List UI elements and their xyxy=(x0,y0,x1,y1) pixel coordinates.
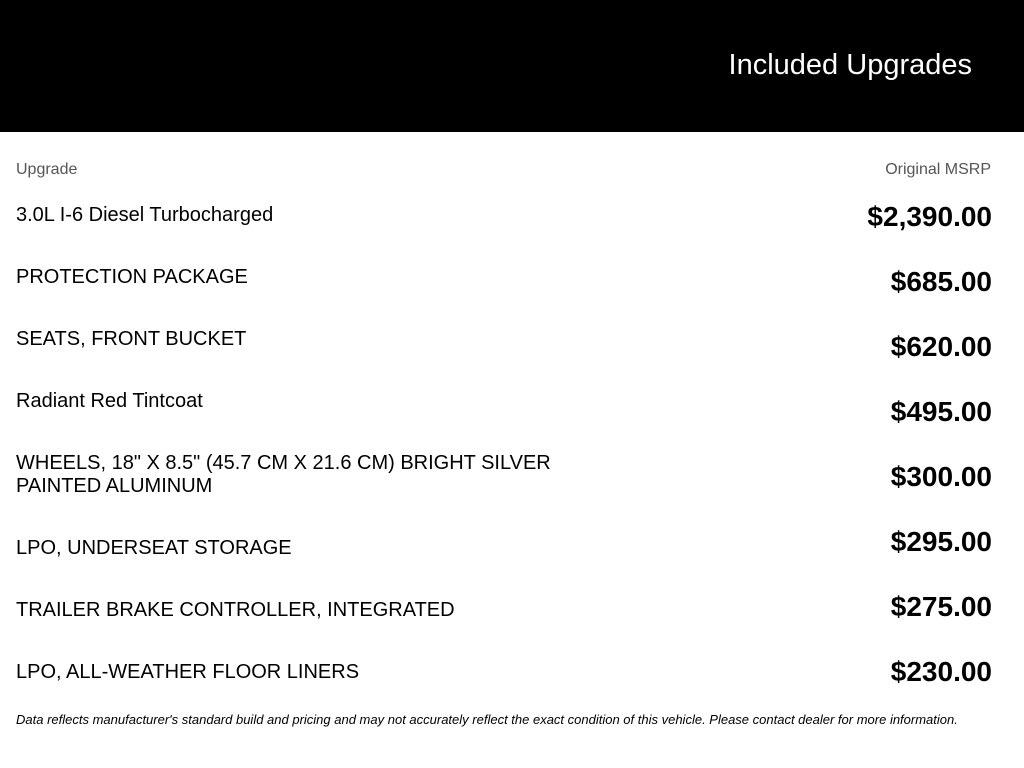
upgrade-name: TRAILER BRAKE CONTROLLER, INTEGRATED xyxy=(16,599,455,621)
upgrade-name: SEATS, FRONT BUCKET xyxy=(16,328,247,350)
upgrade-name: 3.0L I-6 Diesel Turbocharged xyxy=(16,204,274,226)
disclaimer-footnote: Data reflects manufacturer's standard build and pricing and may not accurately reflect the exact condition of this vehicle. Please contact dealer for more information. xyxy=(16,712,958,727)
upgrade-name: WHEELS, 18" X 8.5" (45.7 CM X 21.6 CM) BRIGHT SILVER PAINTED ALUMINUM xyxy=(16,452,551,497)
upgrade-name: Radiant Red Tintcoat xyxy=(16,390,203,412)
upgrade-name: LPO, ALL-WEATHER FLOOR LINERS xyxy=(16,661,360,683)
page-title: Included Upgrades xyxy=(728,49,972,81)
header-banner xyxy=(0,0,1024,132)
upgrade-price: $620.00 xyxy=(890,331,992,362)
upgrade-name: LPO, UNDERSEAT STORAGE xyxy=(16,537,292,559)
upgrade-name: PROTECTION PACKAGE xyxy=(16,266,248,288)
upgrade-price: $275.00 xyxy=(890,591,992,622)
upgrade-price: $300.00 xyxy=(890,461,992,492)
upgrade-price: $230.00 xyxy=(890,656,992,687)
upgrade-price: $685.00 xyxy=(890,266,992,297)
upgrade-price: $295.00 xyxy=(890,526,992,557)
column-header-msrp: Original MSRP xyxy=(885,161,991,178)
upgrade-price: $2,390.00 xyxy=(867,201,992,232)
upgrade-price: $495.00 xyxy=(890,396,992,427)
column-header-upgrade: Upgrade xyxy=(16,161,78,178)
